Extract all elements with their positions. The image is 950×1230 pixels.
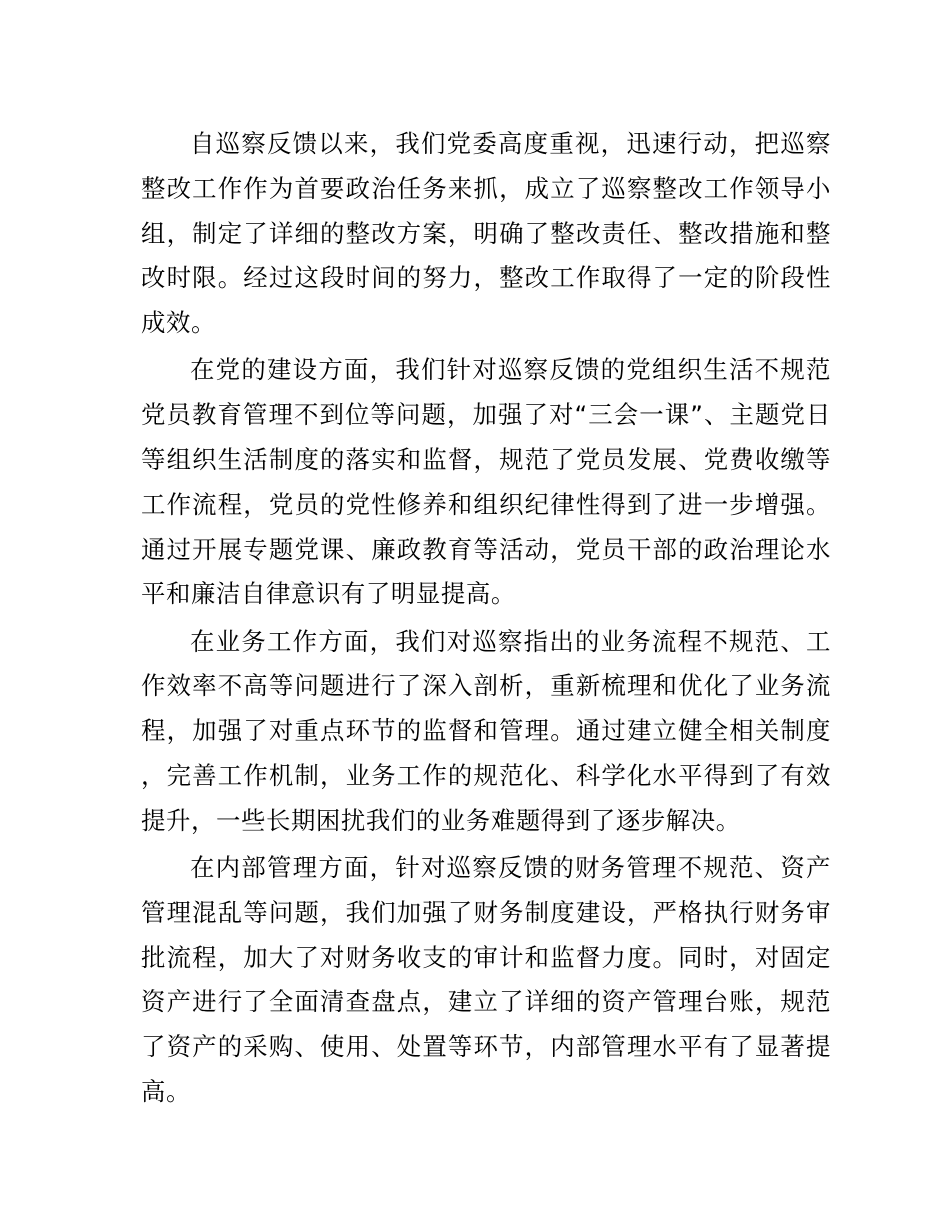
paragraph-party-building: 在党的建设方面，我们针对巡察反馈的党组织生活不规范党员教育管理不到位等问题，加强了对“三会一课”、主题党日等组织生活制度的落实和监督，规范了党员发展、党费收缴等工作流程，党员的党性修养和组织纪律性得到了进一步增强。通过开展专题党课、廉政教育等活动，党员干部的政治理论水平和廉洁自律意识有了明显提高。: [141, 355, 831, 609]
paragraph-business-work: 在业务工作方面，我们对巡察指出的业务流程不规范、工作效率不高等问题进行了深入剖析，重新梳理和优化了业务流程，加强了对重点环节的监督和管理。通过建立健全相关制度，完善工作机制，业务工作的规范化、科学化水平得到了有效提升，一些长期困扰我们的业务难题得到了逐步解决。: [141, 626, 831, 835]
document-body: [141, 122, 831, 1117]
paragraph-rectification-overview: 自巡察反馈以来，我们党委高度重视，迅速行动，把巡察整改工作作为首要政治任务来抓，成立了巡察整改工作领导小组，制定了详细的整改方案，明确了整改责任、整改措施和整改时限。经过这段时间的努力，整改工作取得了一定的阶段性成效。: [141, 129, 831, 338]
paragraph-internal-management: 在内部管理方面，针对巡察反馈的财务管理不规范、资产管理混乱等问题，我们加强了财务制度建设，严格执行财务审批流程，加大了对财务收支的审计和监督力度。同时，对固定资产进行了全面清查盘点，建立了详细的资产管理台账，规范了资产的采购、使用、处置等环节，内部管理水平有了显著提高。: [141, 852, 831, 1106]
